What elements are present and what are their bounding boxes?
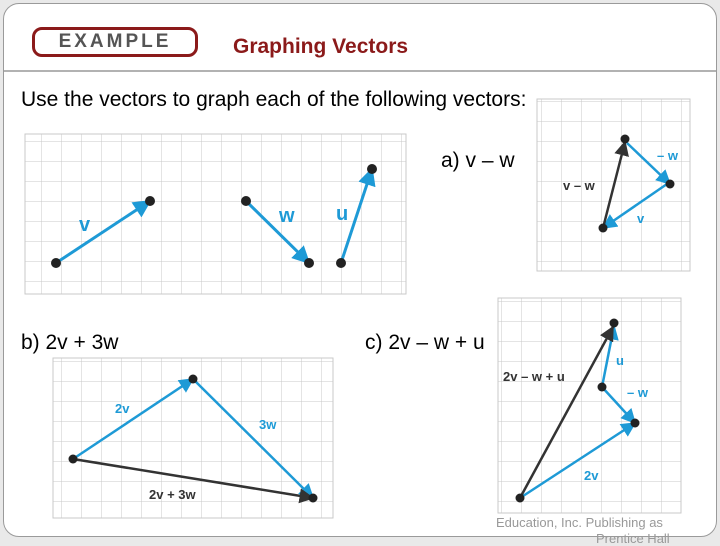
part-c-label: c) 2v – w + u	[365, 331, 485, 354]
point	[666, 180, 675, 189]
slide-title: Graphing Vectors	[233, 35, 409, 58]
slide	[3, 3, 717, 546]
label-u: u	[336, 203, 349, 225]
label-c-u: u	[616, 353, 624, 368]
label-b-result: 2v + 3w	[149, 487, 196, 502]
point	[631, 419, 640, 428]
point	[304, 258, 314, 268]
label-c-2v: 2v	[584, 468, 599, 483]
point	[69, 455, 78, 464]
instruction-text: Use the vectors to graph each of the following vectors:	[21, 88, 527, 111]
point	[610, 319, 619, 328]
point	[189, 375, 198, 384]
point	[145, 196, 155, 206]
label-b-3w: 3w	[259, 417, 277, 432]
label-w: w	[279, 205, 295, 227]
label-c-neg-w: – w	[627, 385, 648, 400]
label-a-v: v	[637, 211, 645, 226]
point	[241, 196, 251, 206]
footer-credit-line2: Prentice Hall	[596, 531, 670, 546]
diagram-b	[53, 358, 333, 518]
point	[309, 494, 318, 503]
point	[621, 135, 630, 144]
example-badge: EXAMPLE	[32, 27, 198, 57]
diagram-c	[498, 298, 681, 513]
vector-diagrams	[4, 4, 716, 536]
point	[599, 224, 608, 233]
point	[598, 383, 607, 392]
point	[367, 164, 377, 174]
diagram-a	[537, 99, 690, 271]
given-vectors-diagram	[25, 134, 406, 294]
point	[516, 494, 525, 503]
label-v: v	[79, 214, 91, 236]
label-a-neg-w: – w	[657, 148, 678, 163]
footer-credit-line1: Education, Inc. Publishing as	[496, 515, 663, 530]
point	[336, 258, 346, 268]
part-a-label: a) v – w	[441, 149, 515, 172]
label-b-2v: 2v	[115, 401, 130, 416]
part-b-label: b) 2v + 3w	[21, 331, 119, 354]
label-c-result: 2v – w + u	[503, 369, 565, 384]
point	[51, 258, 61, 268]
label-a-result: v – w	[563, 178, 595, 193]
